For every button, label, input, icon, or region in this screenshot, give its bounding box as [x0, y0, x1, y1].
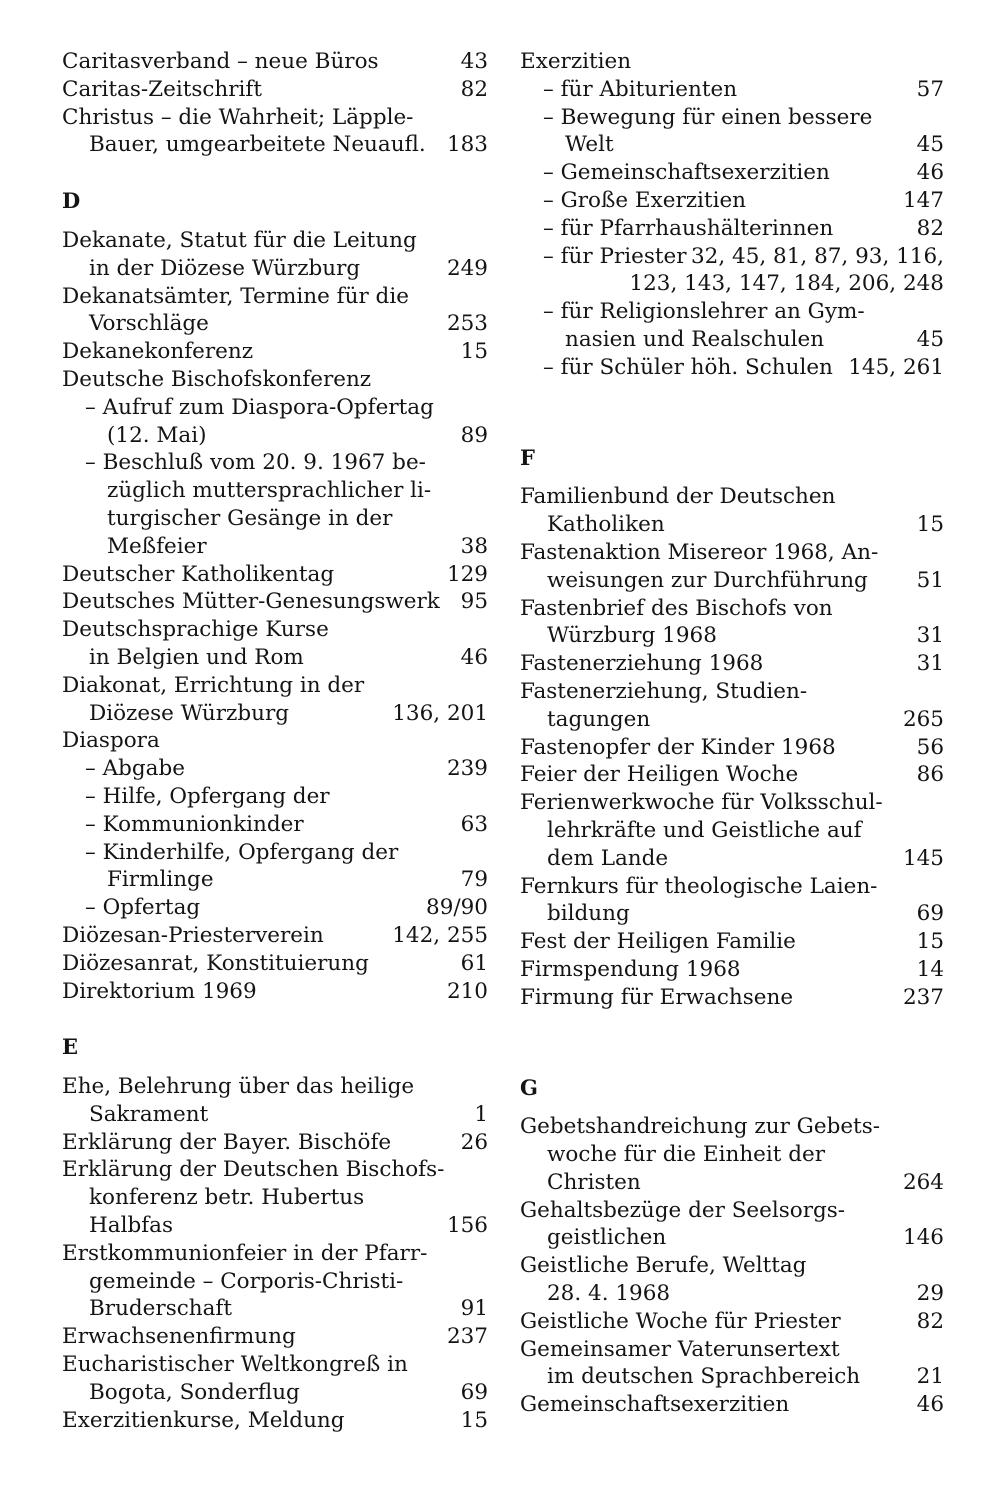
section-letter-d: D [62, 188, 81, 214]
index-entry: Fastenbrief des Bischofs von [520, 595, 833, 621]
page-ref: 91 [460, 1296, 488, 1322]
index-entry: Fastenopfer der Kinder 1968 56 [520, 734, 944, 760]
index-subentry-continuation: Meßfeier 38 [107, 533, 488, 559]
index-subentry-continuation: Welt 45 [565, 132, 944, 158]
index-entry-continuation: Katholiken 15 [547, 512, 944, 538]
index-column-right [520, 48, 944, 1419]
index-subentry: – Beschluß vom 20. 9. 1967 be- [85, 450, 426, 476]
index-entry: Dekanatsämter, Termine für die [62, 283, 409, 309]
index-entry-continuation: tagungen 265 [547, 706, 944, 732]
page-ref: 79 [460, 867, 488, 893]
index-entry-continuation: in der Diözese Würzburg 249 [89, 255, 488, 281]
index-subentry: – für Pfarrhaushälterinnen 82 [543, 215, 944, 241]
page-ref: 45 [916, 132, 944, 158]
page-ref: 31 [916, 623, 944, 649]
index-entry-continuation: konferenz betr. Hubertus [89, 1185, 365, 1211]
index-entry-continuation: Würzburg 1968 31 [547, 623, 944, 649]
page-ref: 38 [460, 533, 488, 559]
index-entry-continuation: Sakrament 1 [89, 1101, 488, 1127]
index-entry: Fastenerziehung, Studien- [520, 678, 808, 704]
index-entry-continuation: Bruderschaft 91 [89, 1296, 488, 1322]
index-entry: Diaspora [62, 728, 160, 754]
page-ref: 146 [902, 1225, 944, 1251]
page-ref: 82 [460, 76, 488, 102]
index-entry: Gemeinschaftsexerzitien 46 [520, 1392, 944, 1418]
index-entry-continuation: geistlichen 146 [547, 1225, 944, 1251]
page-ref: 129 [446, 561, 488, 587]
index-subentry: – Kommunionkinder 63 [85, 811, 488, 837]
index-subentry-continuation [520, 270, 944, 298]
index-subentry: – für Schüler höh. Schulen 145, 261 [543, 354, 944, 380]
page-ref: 253 [446, 311, 488, 337]
index-entry-continuation: woche für die Einheit der [547, 1142, 826, 1168]
index-entry: Fernkurs für theologische Laien- [520, 873, 878, 899]
page-ref: 15 [916, 929, 944, 955]
index-subentry: – Abgabe 239 [85, 756, 488, 782]
page-ref: 69 [916, 901, 944, 927]
index-entry: Diakonat, Errichtung in der [62, 672, 365, 698]
index-entry-continuation: lehrkräfte und Geistliche auf [547, 817, 862, 843]
index-entry: Gehaltsbezüge der Seelsorgs- [520, 1197, 846, 1223]
index-subentry: – Hilfe, Opfergang der [85, 783, 330, 809]
index-entry: Gemeinsamer Vaterunsertext [520, 1336, 840, 1362]
page-ref: 31 [916, 651, 944, 677]
page-ref: 14 [916, 956, 944, 982]
page-ref: 239 [446, 756, 488, 782]
page-ref: 82 [916, 215, 944, 241]
index-subentry: – für Abiturienten 57 [543, 76, 944, 102]
index-entry: Geistliche Woche für Priester 82 [520, 1308, 944, 1334]
page-ref: 156 [446, 1213, 488, 1239]
page-ref: 51 [916, 567, 944, 593]
index-entry: Fastenerziehung 1968 31 [520, 651, 944, 677]
index-entry: Exerzitienkurse, Meldung 15 [62, 1407, 488, 1433]
page-ref: 237 [902, 984, 944, 1010]
index-subentry: – Große Exerzitien 147 [543, 187, 944, 213]
index-entry-continuation: Vorschläge 253 [89, 311, 488, 337]
page-ref: 183 [446, 132, 488, 158]
page-ref: 56 [916, 734, 944, 760]
page-ref: 46 [460, 644, 488, 670]
index-entry: Deutschsprachige Kurse [62, 617, 329, 643]
index-entry: Deutsches Mütter-Genesungswerk 95 [62, 589, 488, 615]
index-entry: Dekanate, Statut für die Leitung [62, 227, 417, 253]
index-subentry: – Gemeinschaftsexerzitien 46 [543, 160, 944, 186]
page-ref: 46 [916, 1392, 944, 1418]
page-ref: 43 [460, 49, 488, 74]
page-ref: 1 [474, 1101, 488, 1127]
index-entry: Caritasverband – neue Büros 43 [62, 49, 488, 74]
index-entry-continuation: im deutschen Sprachbereich 21 [547, 1364, 944, 1390]
index-subentry-continuation: züglich muttersprachlicher li- [107, 478, 432, 504]
index-entry: Ehe, Belehrung über das heilige [62, 1074, 415, 1100]
page-ref: 89/90 [426, 895, 488, 921]
index-entry: Dekanekonferenz 15 [62, 339, 488, 365]
page-ref: 15 [460, 1407, 488, 1433]
page-ref: 86 [916, 762, 944, 788]
index-entry-continuation: Bogota, Sonderflug 69 [89, 1379, 488, 1405]
index-entry: Familienbund der Deutschen [520, 484, 836, 510]
index-subentry-continuation: (12. Mai) 89 [107, 422, 488, 448]
section-letter-e: E [62, 1034, 79, 1060]
index-entry-continuation: Halbfas 156 [89, 1213, 488, 1239]
index-subentry: – Aufruf zum Diaspora-Opfertag [85, 394, 434, 420]
page-ref: 15 [460, 339, 488, 365]
index-entry: Deutscher Katholikentag 129 [62, 561, 488, 587]
index-subentry-continuation: Firmlinge 79 [107, 867, 488, 893]
index-entry: Erklärung der Bayer. Bischöfe 26 [62, 1129, 488, 1155]
index-entry: Ferienwerkwoche für Volksschul- [520, 790, 883, 816]
index-entry: Firmung für Erwachsene 237 [520, 984, 944, 1010]
page-ref: 29 [916, 1281, 944, 1307]
index-entry: Erwachsenenfirmung 237 [62, 1324, 488, 1350]
index-entry: Gebetshandreichung zur Gebets- [520, 1114, 880, 1140]
index-entry: Caritas-Zeitschrift 82 [62, 76, 488, 102]
index-subentry: – Kinderhilfe, Opfergang der [85, 839, 399, 865]
index-entry: Diözesan-Priesterverein 142, 255 [62, 922, 488, 948]
index-entry: Diözesanrat, Konstituierung 61 [62, 950, 488, 976]
index-entry: Eucharistischer Weltkongreß in [62, 1352, 408, 1378]
index-entry-continuation: dem Lande 145 [547, 845, 944, 871]
index-entry: Erklärung der Deutschen Bischofs- [62, 1157, 445, 1183]
page-ref: 145, 261 [848, 354, 944, 380]
index-entry: Feier der Heiligen Woche 86 [520, 762, 944, 788]
index-subentry: – für Religionslehrer an Gym- [543, 299, 865, 325]
page-ref: 63 [460, 811, 488, 837]
page-ref: 264 [902, 1169, 944, 1195]
page-ref: 123, 143, 147, 184, 206, 248 [629, 271, 944, 297]
index-entry: Direktorium 1969 210 [62, 978, 488, 1004]
index-entry-continuation: 28. 4. 1968 29 [547, 1281, 944, 1307]
index-entry-continuation: Diözese Würzburg 136, 201 [89, 700, 488, 726]
page-ref: 69 [460, 1379, 488, 1405]
page-ref: 249 [446, 255, 488, 281]
index-entry-continuation: Bauer, umgearbeitete Neuaufl. 183 [89, 132, 488, 158]
page-ref: 32, 45, 81, 87, 93, 116, [690, 243, 944, 269]
index-entry-continuation: weisungen zur Durchführung 51 [547, 567, 944, 593]
section-letter-g: G [520, 1074, 538, 1100]
page-ref: 265 [902, 706, 944, 732]
index-entry: Christus – die Wahrheit; Läpple- [62, 104, 414, 130]
page-ref: 237 [446, 1324, 488, 1350]
page-ref: 210 [446, 978, 488, 1004]
page-ref: 142, 255 [392, 922, 488, 948]
page-ref: 136, 201 [392, 700, 488, 726]
index-entry: Exerzitien [520, 49, 632, 74]
index-entry: Firmspendung 1968 14 [520, 956, 944, 982]
index-subentry: – Opfertag 89/90 [85, 895, 488, 921]
index-entry: Fest der Heiligen Familie 15 [520, 929, 944, 955]
index-subentry-continuation: nasien und Realschulen 45 [565, 326, 944, 352]
index-subentry: – Bewegung für einen bessere [543, 104, 873, 130]
page-ref: 145 [902, 845, 944, 871]
section-letter-f: F [520, 444, 535, 470]
index-entry-continuation: gemeinde – Corporis-Christi- [89, 1268, 404, 1294]
index-entry: Fastenaktion Misereor 1968, An- [520, 539, 879, 565]
page-ref: 89 [460, 422, 488, 448]
index-subentry: – für Priester 32, 45, 81, 87, 93, 116, [543, 243, 944, 269]
index-entry: Erstkommunionfeier in der Pfarr- [62, 1240, 428, 1266]
index-entry: Deutsche Bischofskonferenz [62, 366, 372, 392]
page-ref: 61 [460, 950, 488, 976]
page-ref: 45 [916, 326, 944, 352]
page-ref: 82 [916, 1308, 944, 1334]
page-ref: 21 [916, 1364, 944, 1390]
page-ref: 147 [902, 187, 944, 213]
index-subentry-continuation: turgischer Gesänge in der [107, 505, 393, 531]
page-ref: 26 [460, 1129, 488, 1155]
page-ref: 95 [460, 589, 488, 615]
page-ref: 46 [916, 160, 944, 186]
index-entry: Geistliche Berufe, Welttag [520, 1253, 807, 1279]
index-entry-continuation: bildung 69 [547, 901, 944, 927]
index-column-left [62, 48, 488, 1434]
index-entry-continuation: in Belgien und Rom 46 [89, 644, 488, 670]
page-ref: 57 [916, 76, 944, 102]
page-ref: 15 [916, 512, 944, 538]
index-entry-continuation: Christen 264 [547, 1169, 944, 1195]
